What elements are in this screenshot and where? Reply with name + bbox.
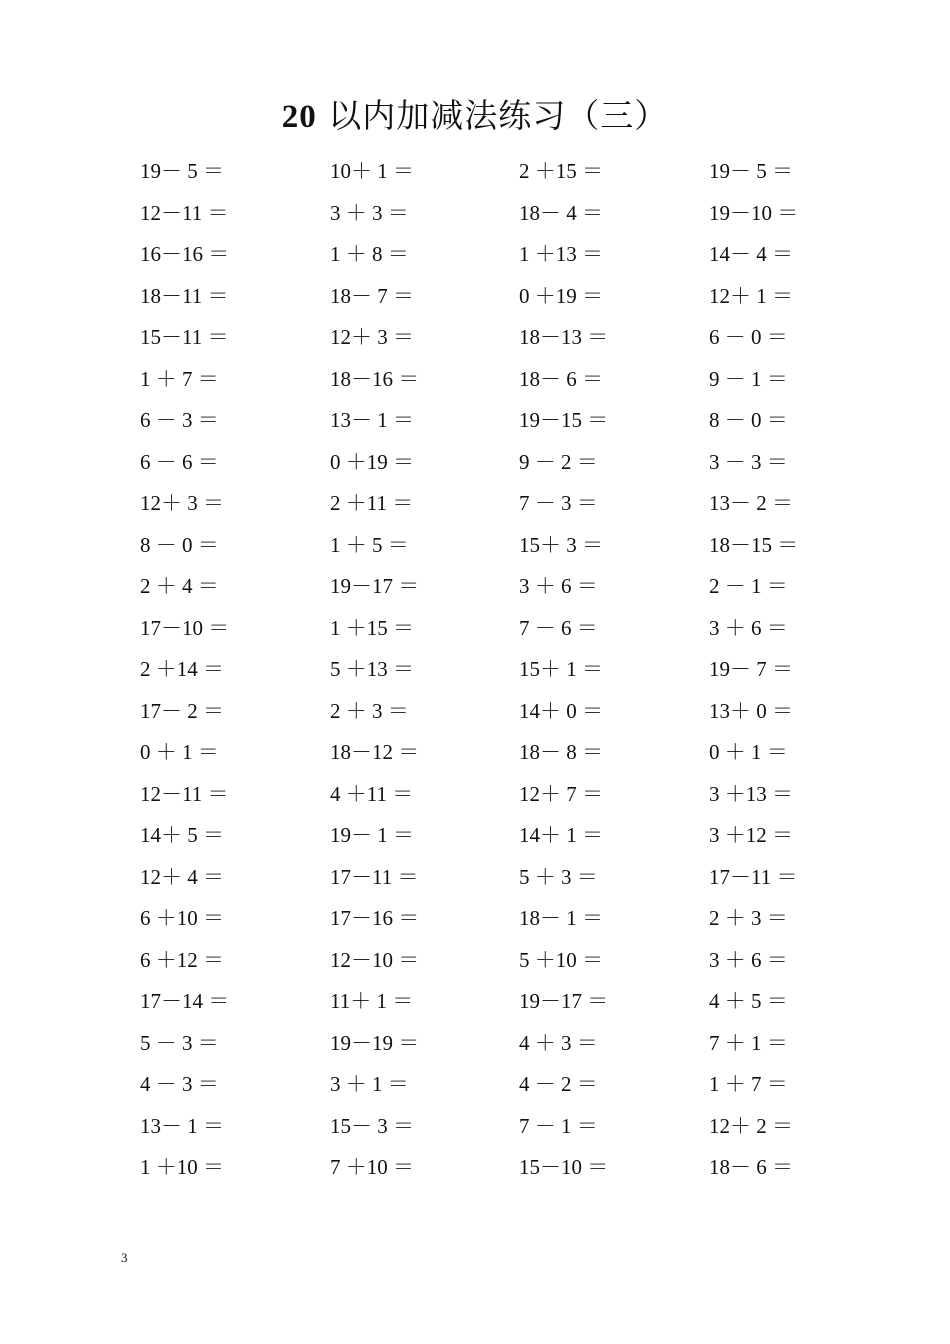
problem-cell: 3 ＋13 ＝ — [709, 781, 793, 806]
problem-cell: 19－ 7 ＝ — [709, 657, 793, 681]
problem-cell: 14＋ 5 ＝ — [140, 823, 224, 847]
problem-cell: 2 ＋11 ＝ — [330, 491, 414, 515]
problem-cell: 5 ＋10 ＝ — [519, 947, 603, 972]
problem-row — [0, 1063, 950, 1105]
problem-row — [0, 524, 950, 566]
problem-cell: 18－13 ＝ — [519, 325, 609, 349]
problem-cell: 4 ＋ 5 ＝ — [709, 989, 788, 1013]
problem-cell: 0 ＋ 1 ＝ — [140, 740, 219, 764]
problem-cell: 18－11 ＝ — [140, 283, 229, 308]
problem-row — [0, 192, 950, 234]
problem-cell: 19－ 1 ＝ — [330, 823, 414, 847]
page-title — [0, 88, 950, 144]
problem-cell: 10＋ 1 ＝ — [330, 159, 414, 183]
problem-cell: 3 ＋12 ＝ — [709, 823, 793, 847]
problem-cell: 17－11 ＝ — [709, 864, 798, 889]
problem-row — [0, 316, 950, 358]
problem-cell: 17－11 ＝ — [330, 864, 419, 889]
problem-cell: 15－10 ＝ — [519, 1155, 609, 1179]
problem-cell: 18－12 ＝ — [330, 740, 420, 764]
problem-cell: 6 － 3 ＝ — [140, 408, 219, 432]
problem-cell: 2 ＋ 4 ＝ — [140, 574, 219, 598]
problem-cell: 0 ＋19 ＝ — [519, 283, 603, 308]
problem-row — [0, 441, 950, 483]
problem-cell: 19－17 ＝ — [519, 989, 609, 1013]
problem-cell: 6 － 0 ＝ — [709, 325, 788, 349]
title-text: 以内加减法练习（三） — [316, 96, 669, 135]
problem-cell: 19－19 ＝ — [330, 1030, 420, 1055]
problem-row — [0, 731, 950, 773]
problem-cell: 7 － 3 ＝ — [519, 491, 598, 515]
problem-row — [0, 1022, 950, 1064]
problem-cell: 2 ＋14 ＝ — [140, 657, 224, 681]
problem-cell: 3 ＋ 6 ＝ — [709, 947, 788, 972]
problem-row — [0, 358, 950, 400]
problem-cell: 13－ 2 ＝ — [709, 491, 793, 515]
problem-cell: 4 － 3 ＝ — [140, 1072, 219, 1096]
problem-cell: 1 ＋10 ＝ — [140, 1155, 224, 1179]
problem-cell: 18－ 4 ＝ — [519, 200, 603, 225]
problem-cell: 14＋ 0 ＝ — [519, 698, 603, 723]
problem-cell: 12＋ 3 ＝ — [330, 325, 414, 349]
problem-row — [0, 773, 950, 815]
problem-row — [0, 648, 950, 690]
problem-row — [0, 939, 950, 981]
problem-cell: 4 ＋ 3 ＝ — [519, 1030, 598, 1055]
problem-cell: 17－14 ＝ — [140, 989, 230, 1013]
problem-cell: 0 ＋ 1 ＝ — [709, 740, 788, 764]
problem-cell: 15－ 3 ＝ — [330, 1113, 414, 1138]
problem-cell: 18－ 8 ＝ — [519, 740, 603, 764]
problem-cell: 12－11 ＝ — [140, 781, 229, 806]
problem-cell: 1 ＋13 ＝ — [519, 242, 603, 266]
problem-row — [0, 690, 950, 732]
problem-cell: 19－17 ＝ — [330, 574, 420, 598]
problem-cell: 19－15 ＝ — [519, 408, 609, 432]
problem-row — [0, 980, 950, 1022]
problem-cell: 18－ 7 ＝ — [330, 283, 414, 308]
problem-cell: 5 ＋ 3 ＝ — [519, 864, 598, 889]
problem-cell: 9 － 1 ＝ — [709, 366, 788, 391]
problem-cell: 12＋ 7 ＝ — [519, 781, 603, 806]
problem-cell: 18－ 1 ＝ — [519, 906, 603, 930]
problem-cell: 6 ＋10 ＝ — [140, 906, 224, 930]
problem-cell: 7 ＋10 ＝ — [330, 1155, 414, 1179]
problem-cell: 12＋ 2 ＝ — [709, 1113, 793, 1138]
problem-cell: 0 ＋19 ＝ — [330, 449, 414, 474]
problem-cell: 12＋ 3 ＝ — [140, 491, 224, 515]
problem-row — [0, 1105, 950, 1147]
problem-row — [0, 150, 950, 192]
problem-cell: 7 － 6 ＝ — [519, 615, 598, 640]
problem-cell: 3 ＋ 3 ＝ — [330, 200, 409, 225]
problem-row — [0, 1146, 950, 1188]
problem-cell: 13－ 1 ＝ — [140, 1113, 224, 1138]
problem-cell: 12－10 ＝ — [330, 947, 420, 972]
problem-cell: 1 ＋ 8 ＝ — [330, 242, 409, 266]
problem-row — [0, 482, 950, 524]
title-number: 20 — [281, 99, 317, 135]
problem-cell: 18－16 ＝ — [330, 366, 420, 391]
problem-cell: 18－ 6 ＝ — [519, 366, 603, 391]
problem-cell: 19－ 5 ＝ — [709, 159, 793, 183]
problem-cell: 2 ＋15 ＝ — [519, 159, 603, 183]
problem-cell: 5 － 3 ＝ — [140, 1030, 219, 1055]
problem-cell: 3 － 3 ＝ — [709, 449, 788, 474]
problem-cell: 17－10 ＝ — [140, 615, 230, 640]
page-number: 3 — [121, 1250, 128, 1265]
problem-row — [0, 897, 950, 939]
problem-cell: 2 ＋ 3 ＝ — [330, 698, 409, 723]
problem-cell: 9 － 2 ＝ — [519, 449, 598, 474]
problem-cell: 8 － 0 ＝ — [709, 408, 788, 432]
problem-cell: 7 ＋ 1 ＝ — [709, 1030, 788, 1055]
problem-row — [0, 814, 950, 856]
problem-cell: 3 ＋ 1 ＝ — [330, 1072, 409, 1096]
problem-cell: 17－ 2 ＝ — [140, 698, 224, 723]
problem-cell: 13－ 1 ＝ — [330, 408, 414, 432]
problem-cell: 13＋ 0 ＝ — [709, 698, 793, 723]
problem-cell: 1 ＋ 7 ＝ — [709, 1072, 788, 1096]
problem-cell: 4 － 2 ＝ — [519, 1072, 598, 1096]
problem-cell: 1 ＋15 ＝ — [330, 615, 414, 640]
problem-cell: 16－16 ＝ — [140, 242, 230, 266]
problem-cell: 18－15 ＝ — [709, 532, 799, 557]
problem-cell: 15＋ 3 ＝ — [519, 532, 603, 557]
problem-row — [0, 275, 950, 317]
problem-cell: 19－10 ＝ — [709, 200, 799, 225]
problem-cell: 7 － 1 ＝ — [519, 1113, 598, 1138]
problem-cell: 1 ＋ 7 ＝ — [140, 366, 219, 391]
problem-cell: 2 ＋ 3 ＝ — [709, 906, 788, 930]
problem-cell: 14－ 4 ＝ — [709, 242, 793, 266]
problem-row — [0, 607, 950, 649]
problem-cell: 6 － 6 ＝ — [140, 449, 219, 474]
problem-cell: 18－ 6 ＝ — [709, 1155, 793, 1179]
problem-row — [0, 399, 950, 441]
problem-cell: 12＋ 4 ＝ — [140, 864, 224, 889]
problem-cell: 2 － 1 ＝ — [709, 574, 788, 598]
problem-cell: 8 － 0 ＝ — [140, 532, 219, 557]
problem-row — [0, 856, 950, 898]
problem-cell: 11＋ 1 ＝ — [330, 989, 414, 1013]
problem-cell: 15＋ 1 ＝ — [519, 657, 603, 681]
problem-cell: 5 ＋13 ＝ — [330, 657, 414, 681]
problem-cell: 12＋ 1 ＝ — [709, 283, 793, 308]
problem-cell: 6 ＋12 ＝ — [140, 947, 224, 972]
problem-cell: 12－11 ＝ — [140, 200, 229, 225]
problem-row — [0, 233, 950, 275]
problem-cell: 3 ＋ 6 ＝ — [519, 574, 598, 598]
problem-cell: 3 ＋ 6 ＝ — [709, 615, 788, 640]
problem-cell: 14＋ 1 ＝ — [519, 823, 603, 847]
problem-cell: 1 ＋ 5 ＝ — [330, 532, 409, 557]
problem-cell: 15－11 ＝ — [140, 325, 229, 349]
problem-cell: 4 ＋11 ＝ — [330, 781, 414, 806]
problem-row — [0, 565, 950, 607]
problem-cell: 17－16 ＝ — [330, 906, 420, 930]
problem-cell: 19－ 5 ＝ — [140, 159, 224, 183]
